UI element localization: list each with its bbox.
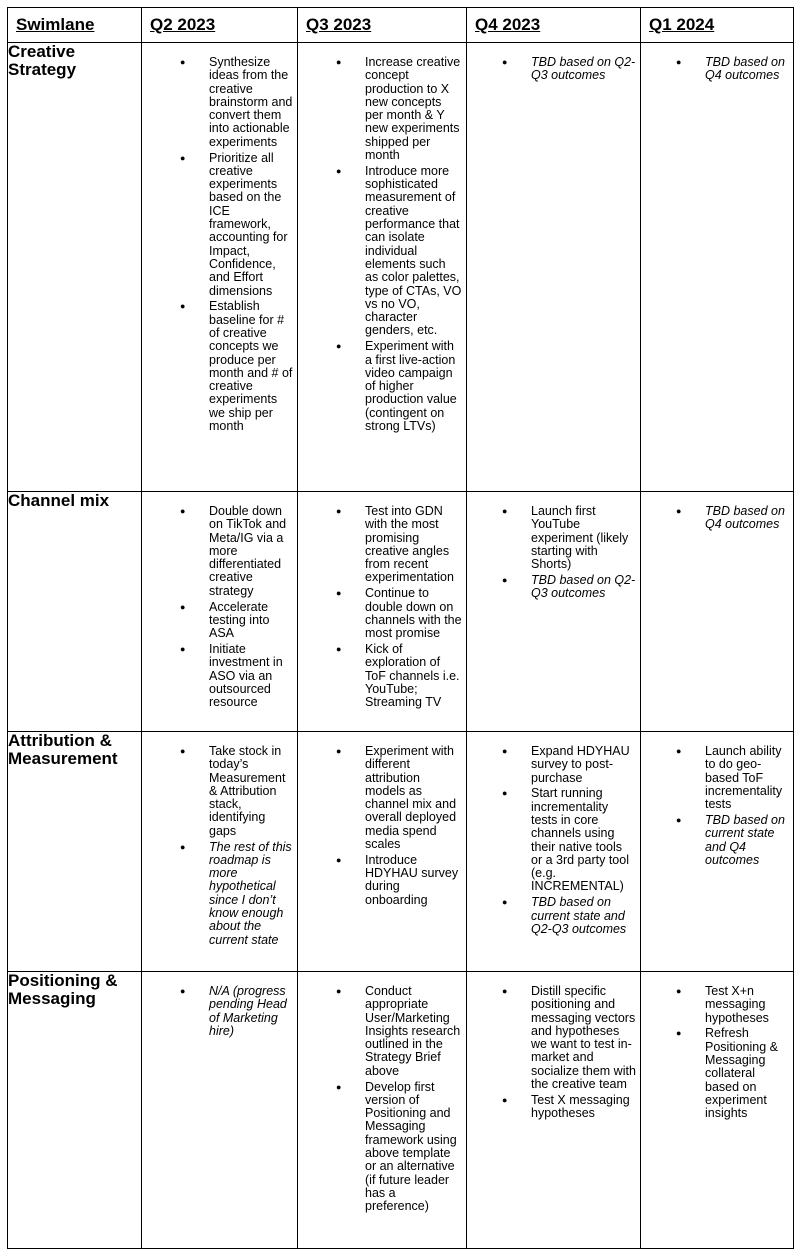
bullet-list [641, 43, 793, 83]
row-positioning-messaging [8, 972, 794, 1249]
bullet-list [142, 492, 297, 709]
row-creative-strategy [8, 43, 794, 492]
swimlane-label: Attribution & Measurement [8, 732, 142, 972]
bullet-list [467, 492, 640, 601]
bullet-item [467, 787, 636, 893]
bullet-text: ● Expand HDYHAU survey to post-purchase [531, 744, 630, 785]
bullet-item [298, 854, 462, 907]
bullet-list [467, 732, 640, 936]
swimlane-label: Positioning & Messaging [8, 972, 142, 1249]
bullet-text: ● Launch ability to do geo-based ToF incrementality tests [705, 744, 783, 812]
row-channel-mix [8, 492, 794, 732]
bullet-list [641, 972, 793, 1120]
bullet-item [142, 841, 293, 947]
bullet-item [467, 56, 636, 83]
bullet-text: ● Test X messaging hypotheses [531, 1092, 630, 1121]
bullet-item [142, 56, 293, 149]
header-q3-2023: Q3 2023 [298, 8, 467, 43]
header-q2-2023: Q2 2023 [142, 8, 298, 43]
q1-cell [641, 43, 794, 492]
header-q4-2023: Q4 2023 [467, 8, 641, 43]
bullet-item [298, 587, 462, 640]
swimlane-label: Channel mix [8, 492, 142, 732]
bullet-text: ● Conduct appropriate User/Marketing Insights research outlined in the Strategy Brief above [365, 984, 461, 1078]
bullet-text: ● Introduce HDYHAU survey during onboarding [365, 852, 459, 907]
header-row [8, 8, 794, 43]
bullet-item [641, 745, 789, 811]
bullet-text: ● Prioritize all creative experiments based on the ICE framework, accounting for Impact, Confidence, and Effort dimensions [209, 150, 288, 298]
bullet-text: ● Introduce more sophisticated measurement of creative performance that can isolate individual elements such as color palettes, type of CTAs, VO vs no VO, character genders, etc. [365, 163, 462, 338]
bullet-item [142, 985, 293, 1038]
q3-cell [298, 43, 467, 492]
q3-cell [298, 972, 467, 1249]
bullet-item [142, 300, 293, 433]
bullet-text: ● TBD based on Q2-Q3 outcomes [531, 55, 636, 83]
q2-cell [142, 492, 298, 732]
bullet-item [467, 896, 636, 936]
bullet-text: ● Accelerate testing into ASA [209, 599, 270, 641]
bullet-list [142, 732, 297, 947]
bullet-list [467, 972, 640, 1120]
bullet-item [298, 985, 462, 1078]
bullet-text: ● N/A (progress pending Head of Marketing hire) [209, 984, 287, 1038]
q2-cell [142, 972, 298, 1249]
bullet-text: ● The rest of this roadmap is more hypothetical since I don’t know enough about the current state [209, 839, 292, 947]
bullet-text: ● Increase creative concept production to X new concepts per month & Y new experiments shipped per month [365, 55, 461, 163]
bullet-item [298, 1081, 462, 1214]
q3-cell [298, 732, 467, 972]
bullet-text: ● Establish baseline for # of creative concepts we produce per month and # of creative experiments we ship per month [209, 299, 293, 434]
bullet-text: ● Synthesize ideas from the creative brainstorm and convert them into actionable experiments [209, 55, 293, 149]
q4-cell [467, 43, 641, 492]
bullet-item [467, 1094, 636, 1121]
q1-cell [641, 972, 794, 1249]
bullet-item [641, 56, 789, 83]
bullet-text: ● Initiate investment in ASO via an outsourced resource [209, 641, 283, 710]
bullet-item [142, 643, 293, 709]
bullet-text: ● TBD based on Q2-Q3 outcomes [531, 572, 636, 601]
bullet-text: ● TBD based on current state and Q2-Q3 outcomes [531, 895, 627, 936]
bullet-item [298, 745, 462, 851]
bullet-text: ● TBD based on current state and Q4 outcomes [705, 812, 785, 867]
bullet-item [298, 56, 462, 162]
bullet-text: ● TBD based on Q4 outcomes [705, 55, 785, 83]
bullet-text: ● Take stock in today’s Measurement & Attribution stack, identifying gaps [209, 744, 286, 838]
bullet-list [142, 972, 297, 1038]
bullet-item [641, 1027, 789, 1120]
bullet-item [298, 505, 462, 585]
bullet-text: ● Launch first YouTube experiment (likely starting with Shorts) [531, 504, 629, 572]
bullet-item [467, 574, 636, 601]
bullet-list [298, 492, 466, 709]
q4-cell [467, 492, 641, 732]
bullet-list [298, 972, 466, 1214]
bullet-item [298, 643, 462, 709]
bullet-list [298, 732, 466, 907]
q2-cell [142, 732, 298, 972]
bullet-list [467, 43, 640, 83]
bullet-item [641, 505, 789, 532]
bullet-item [467, 745, 636, 785]
bullet-item [467, 985, 636, 1091]
bullet-item [142, 152, 293, 298]
bullet-text: ● Distill specific positioning and messaging vectors and hypotheses we want to test in-market and socialize them with the creative team [531, 984, 636, 1092]
bullet-text: ● Kick of exploration of ToF channels i.e. YouTube; Streaming TV [365, 641, 460, 710]
bullet-text: ● Start running incrementality tests in core channels using their native tools or a 3rd party tool (e.g. INCREMENTAL) [531, 786, 629, 894]
bullet-text: ● Continue to double down on channels with the most promise [365, 586, 462, 641]
bullet-item [142, 601, 293, 641]
q4-cell [467, 732, 641, 972]
bullet-item [298, 165, 462, 338]
q2-cell [142, 43, 298, 492]
q1-cell [641, 732, 794, 972]
bullet-item [142, 505, 293, 598]
roadmap-table [7, 7, 794, 1249]
bullet-list [298, 43, 466, 433]
bullet-text: ● Experiment with a first live-action video campaign of higher production value (contingent on strong LTVs) [365, 339, 457, 434]
swimlane-label: Creative Strategy [8, 43, 142, 492]
header-q1-2024: Q1 2024 [641, 8, 794, 43]
bullet-text: ● Refresh Positioning & Messaging collateral based on experiment insights [705, 1026, 778, 1121]
bullet-list [641, 732, 793, 867]
bullet-text: ● Test X+n messaging hypotheses [705, 984, 769, 1025]
bullet-list [641, 492, 793, 532]
bullet-text: ● Double down on TikTok and Meta/IG via a more differentiated creative strategy [209, 504, 287, 598]
bullet-text: ● Test into GDN with the most promising creative angles from recent experimentation [365, 504, 454, 585]
bullet-text: ● Experiment with different attribution models as channel mix and overall deployed media spend scales [365, 744, 457, 852]
bullet-item [641, 814, 789, 867]
q3-cell [298, 492, 467, 732]
q1-cell [641, 492, 794, 732]
bullet-list [142, 43, 297, 433]
bullet-item [298, 340, 462, 433]
q4-cell [467, 972, 641, 1249]
bullet-item [467, 505, 636, 571]
header-swimlane: Swimlane [8, 8, 142, 43]
bullet-text: ● Develop first version of Positioning and Messaging framework using above template or an alternative (if future leader has a preference) [365, 1079, 457, 1214]
bullet-item [142, 745, 293, 838]
bullet-text: ● TBD based on Q4 outcomes [705, 504, 785, 532]
bullet-item [641, 985, 789, 1025]
row-attribution-measurement [8, 732, 794, 972]
